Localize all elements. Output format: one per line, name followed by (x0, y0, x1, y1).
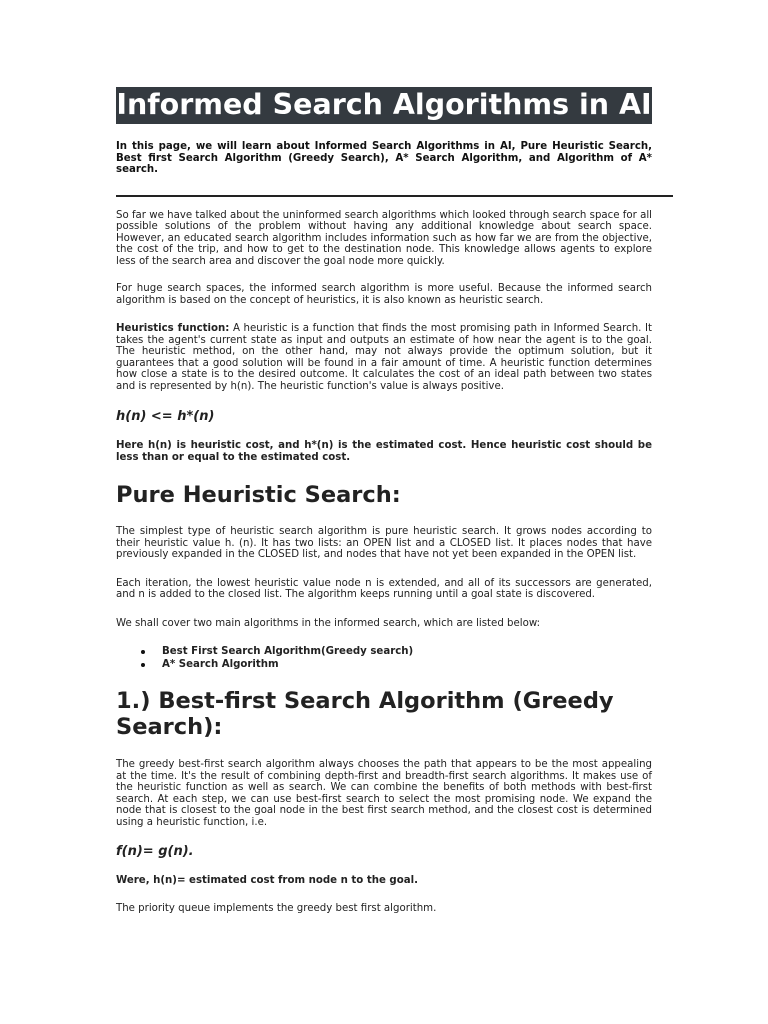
intro-summary: In this page, we will learn about Informed Search Algorithms in AI, Pure Heuristic Search, Best first Search Algorithm (Greedy Search), A* Search Algorithm, and Algorithm of A* search. (116, 141, 652, 176)
paragraph-algorithms-intro: We shall cover two main algorithms in the informed search, which are listed below: (116, 617, 541, 629)
list-item: Best First Search Algorithm(Greedy search) (162, 646, 652, 659)
paragraph-pure-heuristic-definition: The simplest type of heuristic search algorithm is pure heuristic search. It grows nodes according to their heuristic value h. (n). It has two lists: an OPEN list and a CLOSED list. It places nodes that have previously expanded in the CLOSED list, and nodes that have not yet been expanded in the OPEN list. (116, 526, 652, 561)
algorithm-list (116, 646, 652, 671)
heuristics-function-text: A heuristic is a function that finds the most promising path in Informed Search. It takes the agent's current state as input and outputs an estimate of how near the agent is to the goal. The heuristic method, on the other hand, may not always provide the optimum solution, but it guarantees that a good solution will be found in a fair amount of time. A heuristic function determines how close a state is to the desired outcome. It calculates the cost of an ideal path between two states and is represented by h(n). The heuristic function's value is always positive. (116, 323, 652, 392)
page-title: Informed Search Algorithms in AI (116, 87, 652, 124)
formula-f-equals-g: f(n)= g(n). (116, 844, 194, 860)
list-item: A* Search Algorithm (162, 659, 652, 672)
paragraph-priority-queue: The priority queue implements the greedy best first algorithm. (116, 902, 437, 914)
formula-heuristic-inequality: h(n) <= h*(n) (116, 409, 215, 425)
paragraph-uninformed-recap: So far we have talked about the uninformed search algorithms which looked through search space for all possible solutions of the problem without having any additional knowledge about search space. However, an educated search algorithm includes information such as how far we are from the objective, the cost of the trip, and how to get to the destination node. This knowledge allows agents to explore less of the search area and discover the goal node more quickly. (116, 209, 652, 267)
paragraph-iteration: Each iteration, the lowest heuristic value node n is extended, and all of its successors are generated, and n is added to the closed list. The algorithm keeps running until a goal state is discovered. (116, 577, 652, 601)
horizontal-divider (116, 195, 673, 197)
heading-pure-heuristic-search: Pure Heuristic Search: (116, 482, 401, 509)
article-content (116, 87, 652, 914)
paragraph-huge-search-spaces: For huge search spaces, the informed search algorithm is more useful. Because the informed search algorithm is based on the concept of heuristics, it is also known as heuristic search. (116, 283, 652, 306)
paragraph-h-definition: Were, h(n)= estimated cost from node n to the goal. (116, 875, 418, 887)
heuristics-function-label: Heuristics function: (116, 323, 230, 335)
paragraph-heuristics-function (116, 323, 652, 392)
paragraph-heuristic-cost-note: Here h(n) is heuristic cost, and h*(n) is the estimated cost. Hence heuristic cost should be less than or equal to the estimated cost. (116, 440, 652, 463)
paragraph-greedy-best-first: The greedy best-first search algorithm always chooses the path that appears to be the most appealing at the time. It's the result of combining depth-first and breadth-first search algorithms. It makes use of the heuristic function as well as search. We can combine the benefits of both methods with best-first search. At each step, we can use best-first search to select the most promising node. We expand the node that is closest to the goal node in the best first search method, and the closest cost is determined using a heuristic function, i.e. (116, 759, 652, 828)
heading-best-first-search: 1.) Best-first Search Algorithm (Greedy Search): (116, 688, 614, 741)
